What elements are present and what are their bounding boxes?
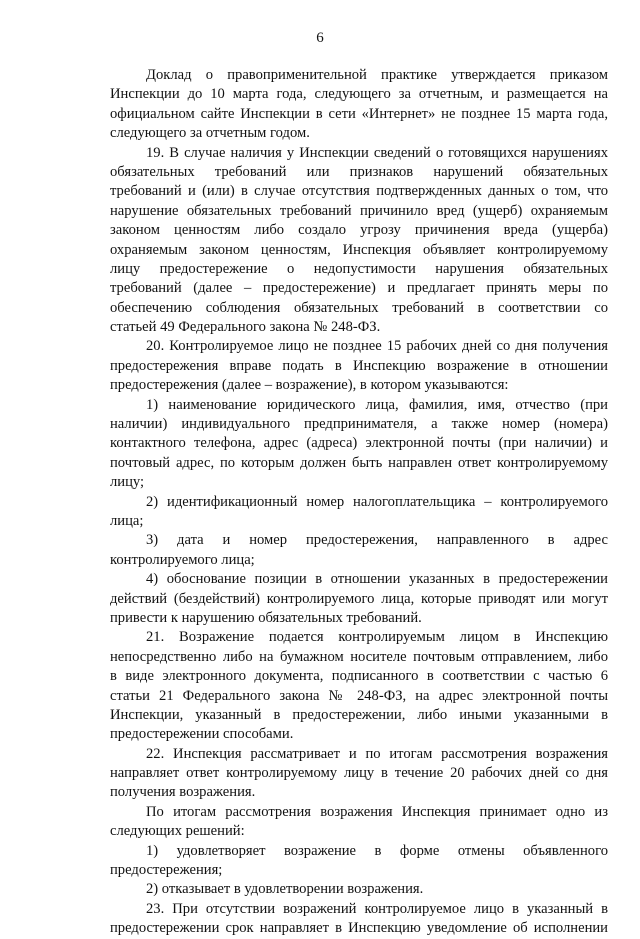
text-line: предостережения; (110, 862, 223, 879)
text-line: охраняемым законом ценностям, Инспекция объявляет контролируемому (110, 241, 608, 258)
text-line: предостережении способами. (110, 726, 294, 743)
text-line: законом ценностям либо создало угрозу причинения вреда (ущерба) (110, 222, 608, 239)
text-line: обязательных требований или признаков нарушений обязательных (110, 163, 608, 180)
text-line: в виде электронного документа, подписанного в соответствии с частью 6 (110, 668, 608, 685)
text-line: лицу; (110, 474, 145, 491)
text-line: требований и (или) в случае отсутствия подтвержденных данных о том, что (110, 183, 608, 200)
text-line: контактного телефона, адрес (адреса) электронной почты (при наличии) и (110, 435, 608, 452)
document-body (110, 66, 608, 939)
text-line: 3) дата и номер предостережения, направленного в адрес (146, 532, 608, 549)
text-line: 1) удовлетворяет возражение в форме отмены объявленного (146, 842, 608, 859)
text-line: предостережения вправе подать в Инспекцию возражение в отношении (110, 357, 608, 374)
text-line: наличии) индивидуального предпринимателя, а также номер (номера) (110, 416, 608, 433)
text-line: Доклад о правоприменительной практике утверждается приказом (146, 67, 608, 83)
text-line: 2) идентификационный номер налогоплательщика – контролируемого (146, 493, 608, 510)
text-line: нарушение обязательных требований причинило вред (ущерб) охраняемым (110, 202, 608, 219)
text-line: 19. В случае наличия у Инспекции сведений о готовящихся нарушениях (146, 144, 608, 161)
text-line: 2) отказывает в удовлетворении возражения. (146, 881, 424, 898)
text-line: следующих решений: (110, 823, 245, 840)
text-line: действий (бездействий) контролируемого лица, которые приводят или могут (110, 590, 608, 607)
text-line: непосредственно либо на бумажном носителе почтовым отправлением, либо (110, 648, 608, 665)
text-line: получения возражения. (110, 784, 256, 801)
text-line: лицу предостережение о недопустимости нарушения обязательных (110, 260, 608, 277)
text-line: обеспечению соблюдения обязательных требований в соответствии со (110, 299, 608, 316)
page-number: 6 (316, 30, 324, 46)
text-line: Инспекции, указанный в предостережении, либо иными указанными в (110, 706, 608, 723)
text-line: 22. Инспекция рассматривает и по итогам рассмотрения возражения (146, 745, 608, 762)
text-line: 1) наименование юридического лица, фамилия, имя, отчество (при (146, 396, 608, 413)
text-line: привести к нарушению обязательных требований. (110, 609, 422, 626)
text-line: 4) обоснование позиции в отношении указанных в предостережении (146, 571, 608, 588)
text-line: следующего за отчетным годом. (110, 125, 310, 142)
text-line: 20. Контролируемое лицо не позднее 15 рабочих дней со дня получения (146, 338, 608, 355)
text-line: предостережении срок направляет в Инспекцию уведомление об исполнении (110, 920, 608, 937)
text-line: направляет ответ контролируемому лицу в течение 20 рабочих дней со дня (110, 765, 608, 782)
text-line: По итогам рассмотрения возражения Инспекция принимает одно из (146, 803, 608, 820)
text-line: официальном сайте Инспекции в сети «Интернет» не позднее 15 марта года, (110, 105, 608, 122)
text-line: статьей 49 Федерального закона № 248-ФЗ. (110, 319, 381, 336)
text-line: 21. Возражение подается контролируемым лицом в Инспекцию (146, 629, 608, 646)
text-line: статьи 21 Федерального закона № 248-ФЗ, на адрес электронной почты (110, 687, 608, 704)
text-line: 23. При отсутствии возражений контролируемое лицо в указанный в (146, 900, 608, 917)
text-line: предостережения (далее – возражение), в котором указываются: (110, 377, 509, 394)
text-line: Инспекции до 10 марта года, следующего за отчетным, и размещается на (110, 86, 608, 103)
text-line: почтовый адрес, по которым должен быть направлен ответ контролируемому (110, 454, 608, 471)
text-line: контролируемого лица; (110, 551, 255, 568)
text-line: требований (далее – предостережение) и предлагает принять меры по (110, 280, 608, 297)
text-line: лица; (110, 512, 144, 529)
